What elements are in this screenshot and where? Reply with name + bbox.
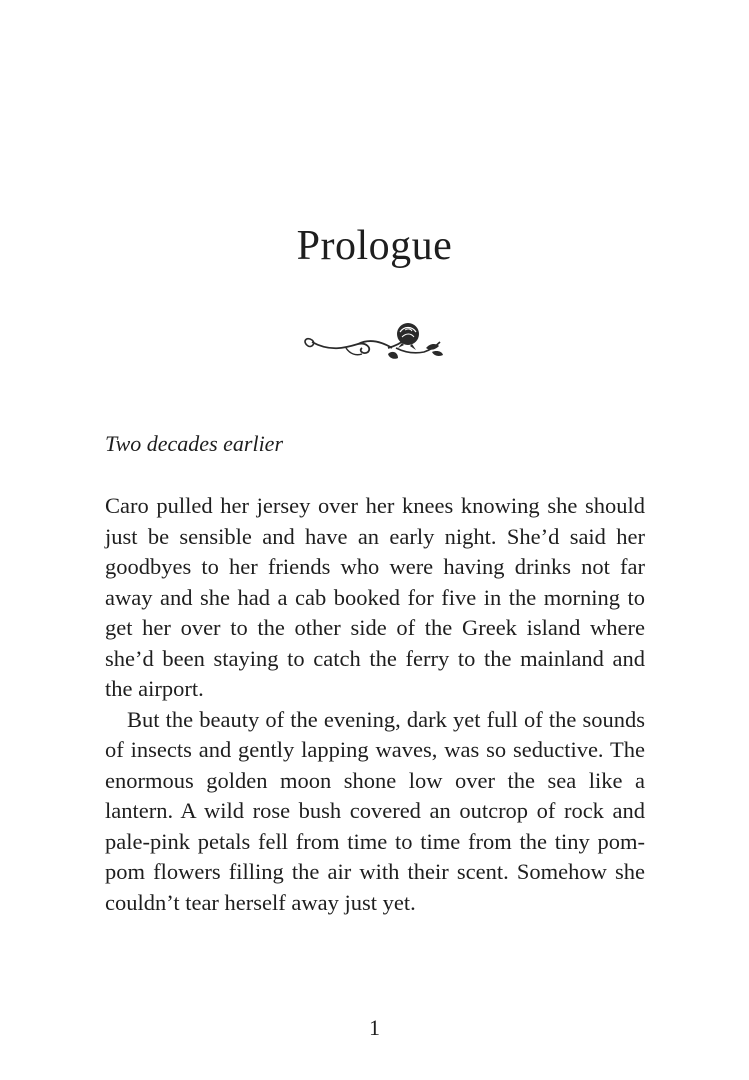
- paragraph: Caro pulled her jersey over her knees knowing she should just be sensible and have an early night. She’d said her goodbyes to her friends who were having drinks not far away and she had a cab booked for five in the morning to get her over to the other side of the Greek island where she’d been staying to catch the ferry to the mainland and the airport.: [105, 493, 645, 701]
- page-number: 1: [369, 1015, 380, 1040]
- rose-vine-ornament-icon: [300, 318, 450, 370]
- chapter-subtitle: Two decades earlier: [105, 431, 284, 456]
- chapter-title: Prologue: [296, 223, 453, 269]
- body-text: [105, 491, 645, 918]
- paragraph: But the beauty of the evening, dark yet full of the sounds of insects and gently lapping waves, was so seductive. The enormous golden moon shone low over the sea like a lantern. A wild rose bush covered an outcrop of rock and pale-pink petals fell from time to time from the tiny pom-pom flowers filling the air with their scent. Somehow she couldn’t tear herself away just yet.: [105, 706, 645, 915]
